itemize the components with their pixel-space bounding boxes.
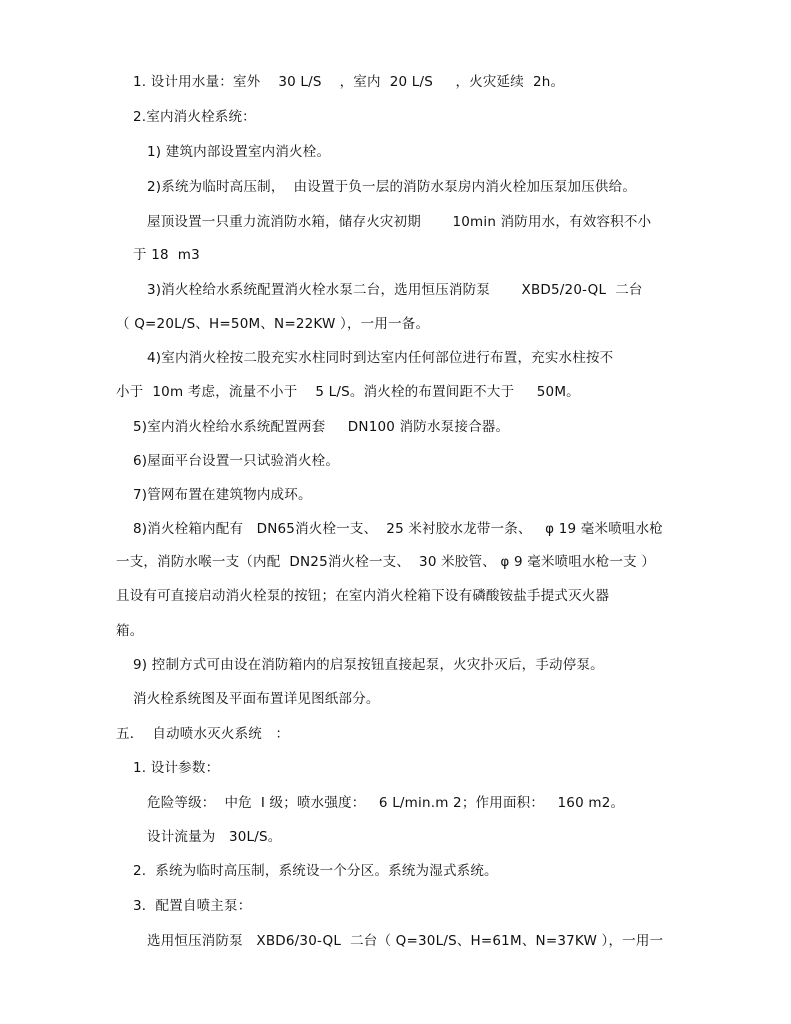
- text-line: 3．配置自喷主泵：: [133, 898, 252, 914]
- text-line: 1) 建筑内部设置室内消火栓。: [147, 144, 331, 160]
- text-line: 小于 10m 考虑，流量不小于 5 L/S。消火栓的布置间距不大于 50M。: [116, 384, 580, 400]
- text-line: （ Q=20L/S、H=50M、N=22KW ），一用一备。: [116, 316, 430, 332]
- section-heading: 五． 自动喷水灭火系统 ：: [116, 726, 290, 742]
- text-line: 箱。: [116, 623, 144, 639]
- text-line: 一支，消防水喉一支（内配 DN25消火栓一支、 30 米胶管、 φ 9 毫米喷咀水枪一支 ）: [116, 554, 656, 570]
- text-line: 屋顶设置一只重力流消防水箱，储存火灾初期 10min 消防用水，有效容积不小: [147, 214, 652, 230]
- text-line: 设计流量为 30L/S。: [147, 829, 282, 845]
- text-line: 1. 设计用水量：室外 30 L/S ，室内 20 L/S ，火灾延续 2h。: [133, 74, 565, 90]
- text-line: 4)室内消火栓按二股充实水柱同时到达室内任何部位进行布置，充实水柱按不: [147, 350, 614, 366]
- text-line: 2. 系统为临时高压制，系统设一个分区。系统为湿式系统。: [133, 863, 498, 879]
- text-line: 于 18 m3: [133, 247, 200, 263]
- text-line: 2)系统为临时高压制， 由设置于负一层的消防水泵房内消火栓加压泵加压供给。: [147, 179, 637, 195]
- text-line: 3)消火栓给水系统配置消火栓水泵二台，选用恒压消防泵 XBD5/20-QL 二台: [147, 282, 643, 298]
- text-line: 7)管网布置在建筑物内成环。: [133, 487, 312, 503]
- text-line: 危险等级： 中危 Ⅰ 级；喷水强度： 6 L/min.m 2；作用面积： 160 m2。: [147, 795, 625, 811]
- text-line: 8)消火栓箱内配有 DN65消火栓一支、 25 米衬胶水龙带一条、 φ 19 毫米喷咀水枪: [133, 521, 663, 537]
- text-line: 1. 设计参数：: [133, 760, 220, 776]
- text-line: 且设有可直接启动消火栓泵的按钮；在室内消火栓箱下设有磷酸铵盐手提式灭火器: [116, 588, 610, 604]
- text-line: 9) 控制方式可由设在消防箱内的启泵按钮直接起泵，火灾扑灭后，手动停泵。: [133, 657, 604, 673]
- text-line: 6)屋面平台设置一只试验消火栓。: [133, 453, 340, 469]
- text-line: 2.室内消火栓系统：: [133, 109, 256, 125]
- text-line: 5)室内消火栓给水系统配置两套 DN100 消防水泵接合器。: [133, 419, 510, 435]
- text-line: 选用恒压消防泵 XBD6/30-QL 二台（ Q=30L/S、H=61M、N=37KW ），一用一: [147, 933, 664, 949]
- text-line: 消火栓系统图及平面布置详见图纸部分。: [133, 691, 380, 707]
